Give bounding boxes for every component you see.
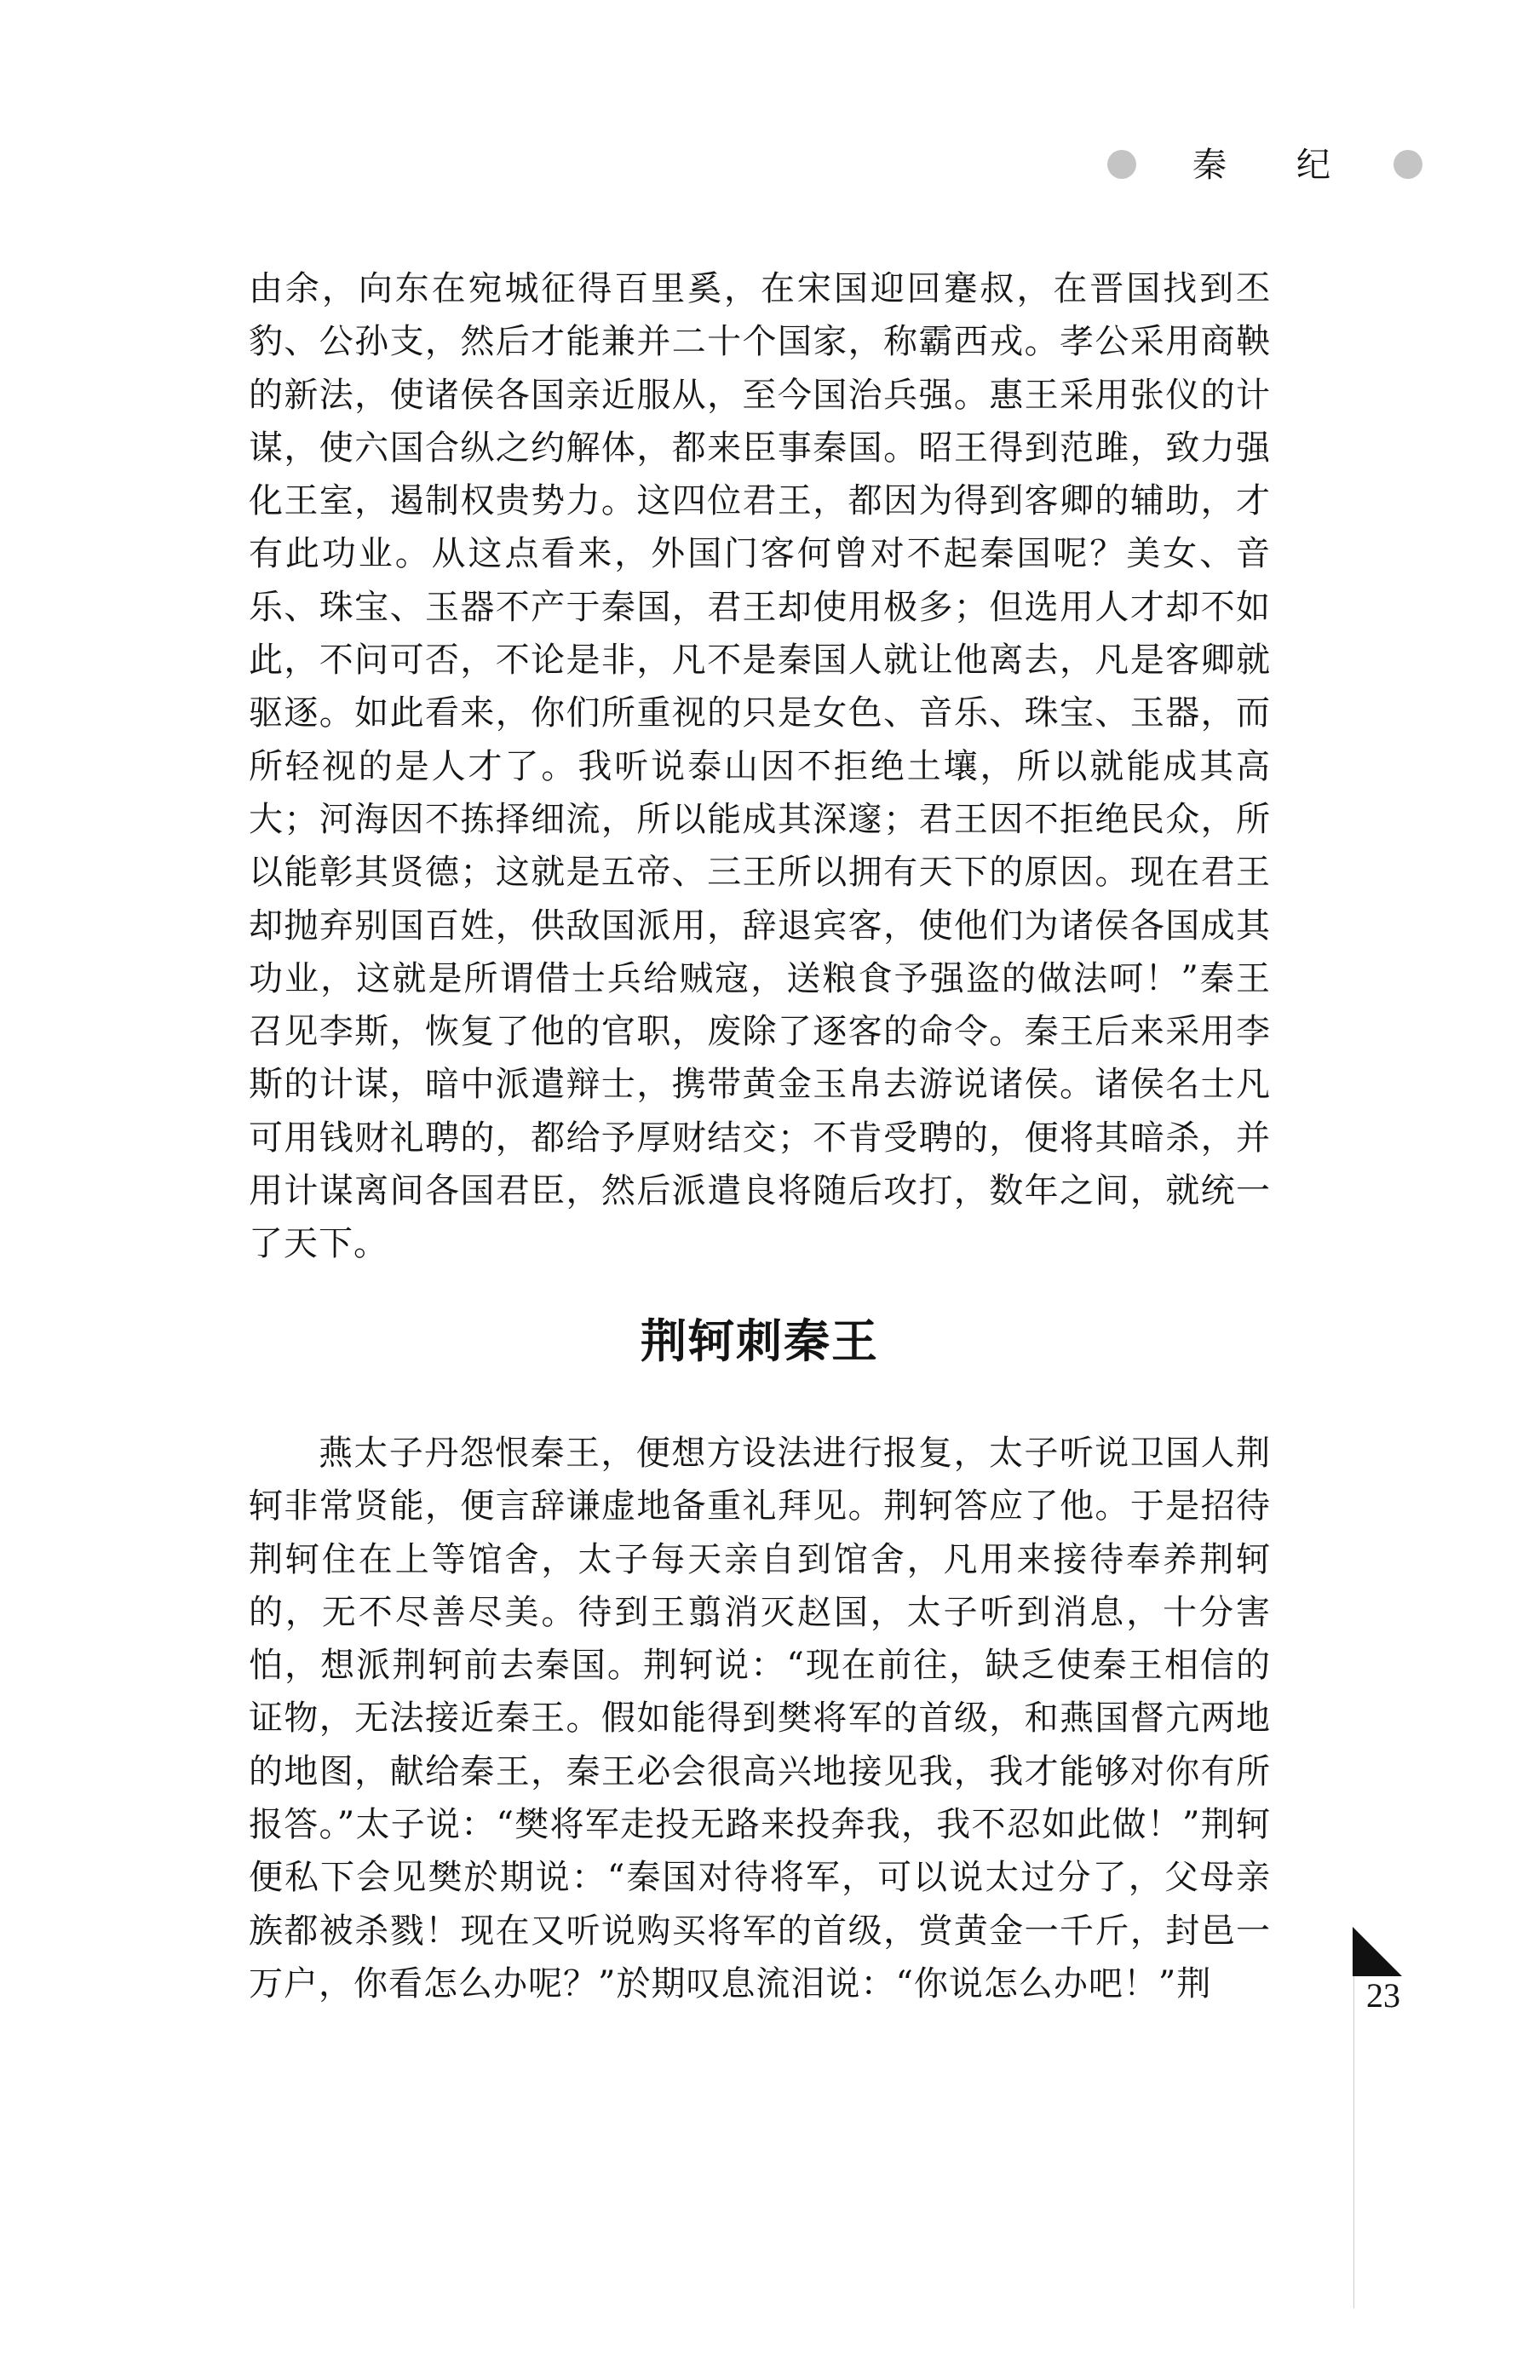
page-corner-marker [1353, 1927, 1402, 1976]
section-title: 荆轲刺秦王 [641, 1314, 879, 1368]
running-head-char-2: 纪 [1296, 146, 1330, 185]
body-paragraph-1: 由余，向东在宛城征得百里奚，在宋国迎回蹇叔，在晋国找到丕豹、公孙支，然后才能兼并二十个国家，称霸西戎。孝公采用商鞅的新法，使诸侯各国亲近服从，至今国治兵强。惠王采用张仪的计谋，使六国合纵之约解体，都来臣事秦国。昭王得到范雎，致力强化王室，遏制权贵势力。这四位君王，都因为得到客卿的辅助，才有此功业。从这点看来，外国门客何曾对不起秦国呢？美女、音乐、珠宝、玉器不产于秦国，君王却使用极多；但选用人才却不如此，不问可否，不论是非，凡不是秦国人就让他离去，凡是客卿就驱逐。如此看来，你们所重视的只是女色、音乐、珠宝、玉器，而所轻视的是人才了。我听说泰山因不拒绝土壤，所以就能成其高大；河海因不拣择细流，所以能成其深邃；君王因不拒绝民众，所以能彰其贤德；这就是五帝、三王所以拥有天下的原因。现在君王却抛弃别国百姓，供敌国派用，辞退宾客，使他们为诸侯各国成其功业，这就是所谓借士兵给贼寇，送粮食予强盗的做法呵！”秦王召见李斯，恢复了他的官职，废除了逐客的命令。秦王后来采用李斯的计谋，暗中派遣辩士，携带黄金玉帛去游说诸侯。诸侯名士凡可用钱财礼聘的，都给予厚财结交；不肯受聘的，便将其暗杀，并用计谋离间各国君臣，然后派遣良将随后攻打，数年之间，就统一了天下。 [249, 269, 1271, 1264]
header-dot-right [1393, 150, 1422, 179]
page-number: 23 [1366, 1976, 1400, 2015]
margin-rule [1353, 1976, 1354, 2308]
body-paragraph-2: 燕太子丹怨恨秦王，便想方设法进行报复，太子听说卫国人荆轲非常贤能，便言辞谦虚地备重礼拜见。荆轲答应了他。于是招待荆轲住在上等馆舍，太子每天亲自到馆舍，凡用来接待奉养荆轲的，无不尽善尽美。待到王翦消灭赵国，太子听到消息，十分害怕，想派荆轲前去秦国。荆轲说：“现在前往，缺乏使秦王相信的证物，无法接近秦王。假如能得到樊将军的首级，和燕国督亢两地的地图，献给秦王，秦王必会很高兴地接见我，我才能够对你有所报答。”太子说：“樊将军走投无路来投奔我，我不忍如此做！”荆轲便私下会见樊於期说：“秦国对待将军，可以说太过分了，父母亲族都被杀戮！现在又听说购买将军的首级，赏黄金一千斤，封邑一万户，你看怎么办呢？”於期叹息流泪说：“你说怎么办吧！”荆 [249, 1434, 1271, 2003]
header-dot-left [1107, 150, 1136, 179]
running-head-char-1: 秦 [1192, 146, 1227, 185]
running-header [1107, 147, 1422, 198]
